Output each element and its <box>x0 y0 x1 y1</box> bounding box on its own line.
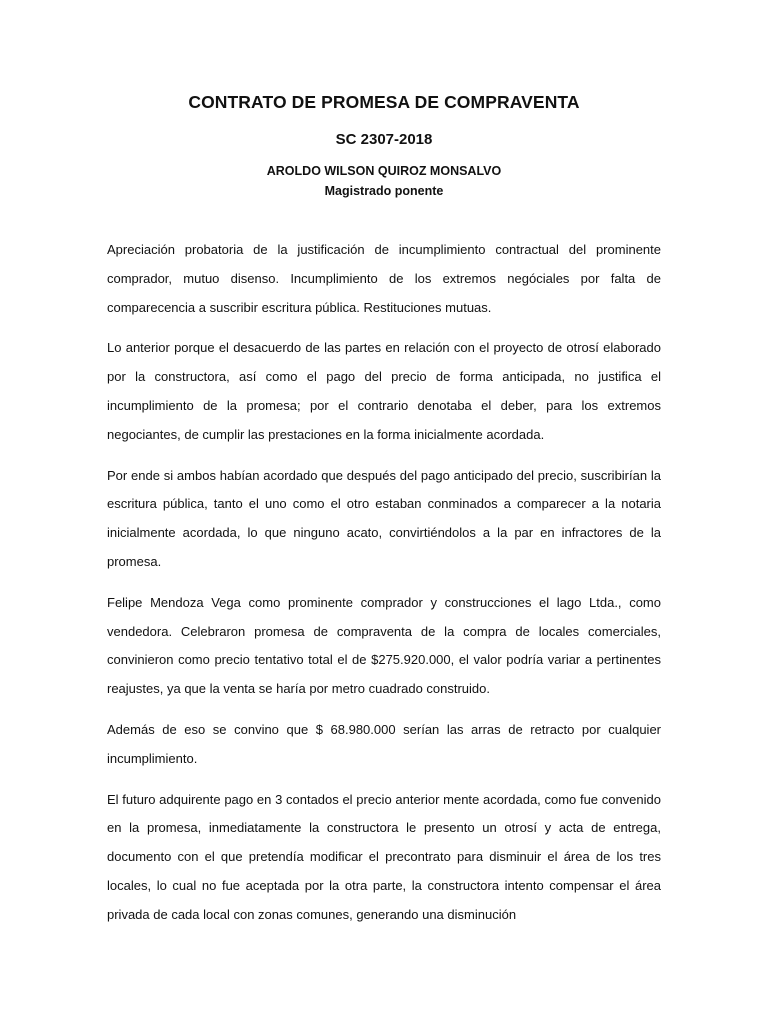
paragraph-summary: Apreciación probatoria de la justificación de incumplimiento contractual del prominente comprador, mutuo disenso. Incumplimiento de los extremos negóciales por falta de comparecencia a suscribir escritura pública. Restituciones mutuas. <box>107 242 661 315</box>
case-number: SC 2307-2018 <box>335 131 433 148</box>
magistrate-role: Magistrado ponente <box>324 184 444 198</box>
document-title: CONTRATO DE PROMESA DE COMPRAVENTA <box>188 92 580 112</box>
paragraph-reasoning: Lo anterior porque el desacuerdo de las partes en relación con el proyecto de otrosí elaborado por la constructora, así como el pago del precio de forma anticipada, no justifica el incumplimiento de la promesa; por el contrario denotaba el deber, para los extremos negociantes, de cumplir las prestaciones en la forma inicialmente acordada. <box>107 340 661 442</box>
paragraph-consequence: Por ende si ambos habían acordado que después del pago anticipado del precio, suscribirían la escritura pública, tanto el uno como el otro estaban conminados a comparecer a la notaria inicialmente acordada, lo que ninguno acato, convirtiéndolos a la par en infractores de la promesa. <box>107 467 661 569</box>
paragraph-arras: Además de eso se convino que $ 68.980.000 serían las arras de retracto por cualquier incumplimiento. <box>107 721 661 766</box>
paragraph-parties: Felipe Mendoza Vega como prominente comprador y construcciones el lago Ltda., como vendedora. Celebraron promesa de compraventa de la compra de locales comerciales, convinieron como precio tentativo total el de $275.920.000, el valor podría variar a pertinentes reajustes, ya que la venta se haría por metro cuadrado construido. <box>107 594 661 697</box>
document-body <box>107 236 661 942</box>
magistrate-name: AROLDO WILSON QUIROZ MONSALVO <box>266 164 502 178</box>
paragraph-facts: El futuro adquirente pago en 3 contados el precio anterior mente acordada, como fue convenido en la promesa, inmediatamente la constructora le presento un otrosí y acta de entrega, documento con el que pretendía modificar el precontrato para disminuir el área de los tres locales, lo cual no fue aceptada por la otra parte, la constructora intento compensar el área privada de cada local con zonas comunes, generando una disminución <box>107 791 661 922</box>
